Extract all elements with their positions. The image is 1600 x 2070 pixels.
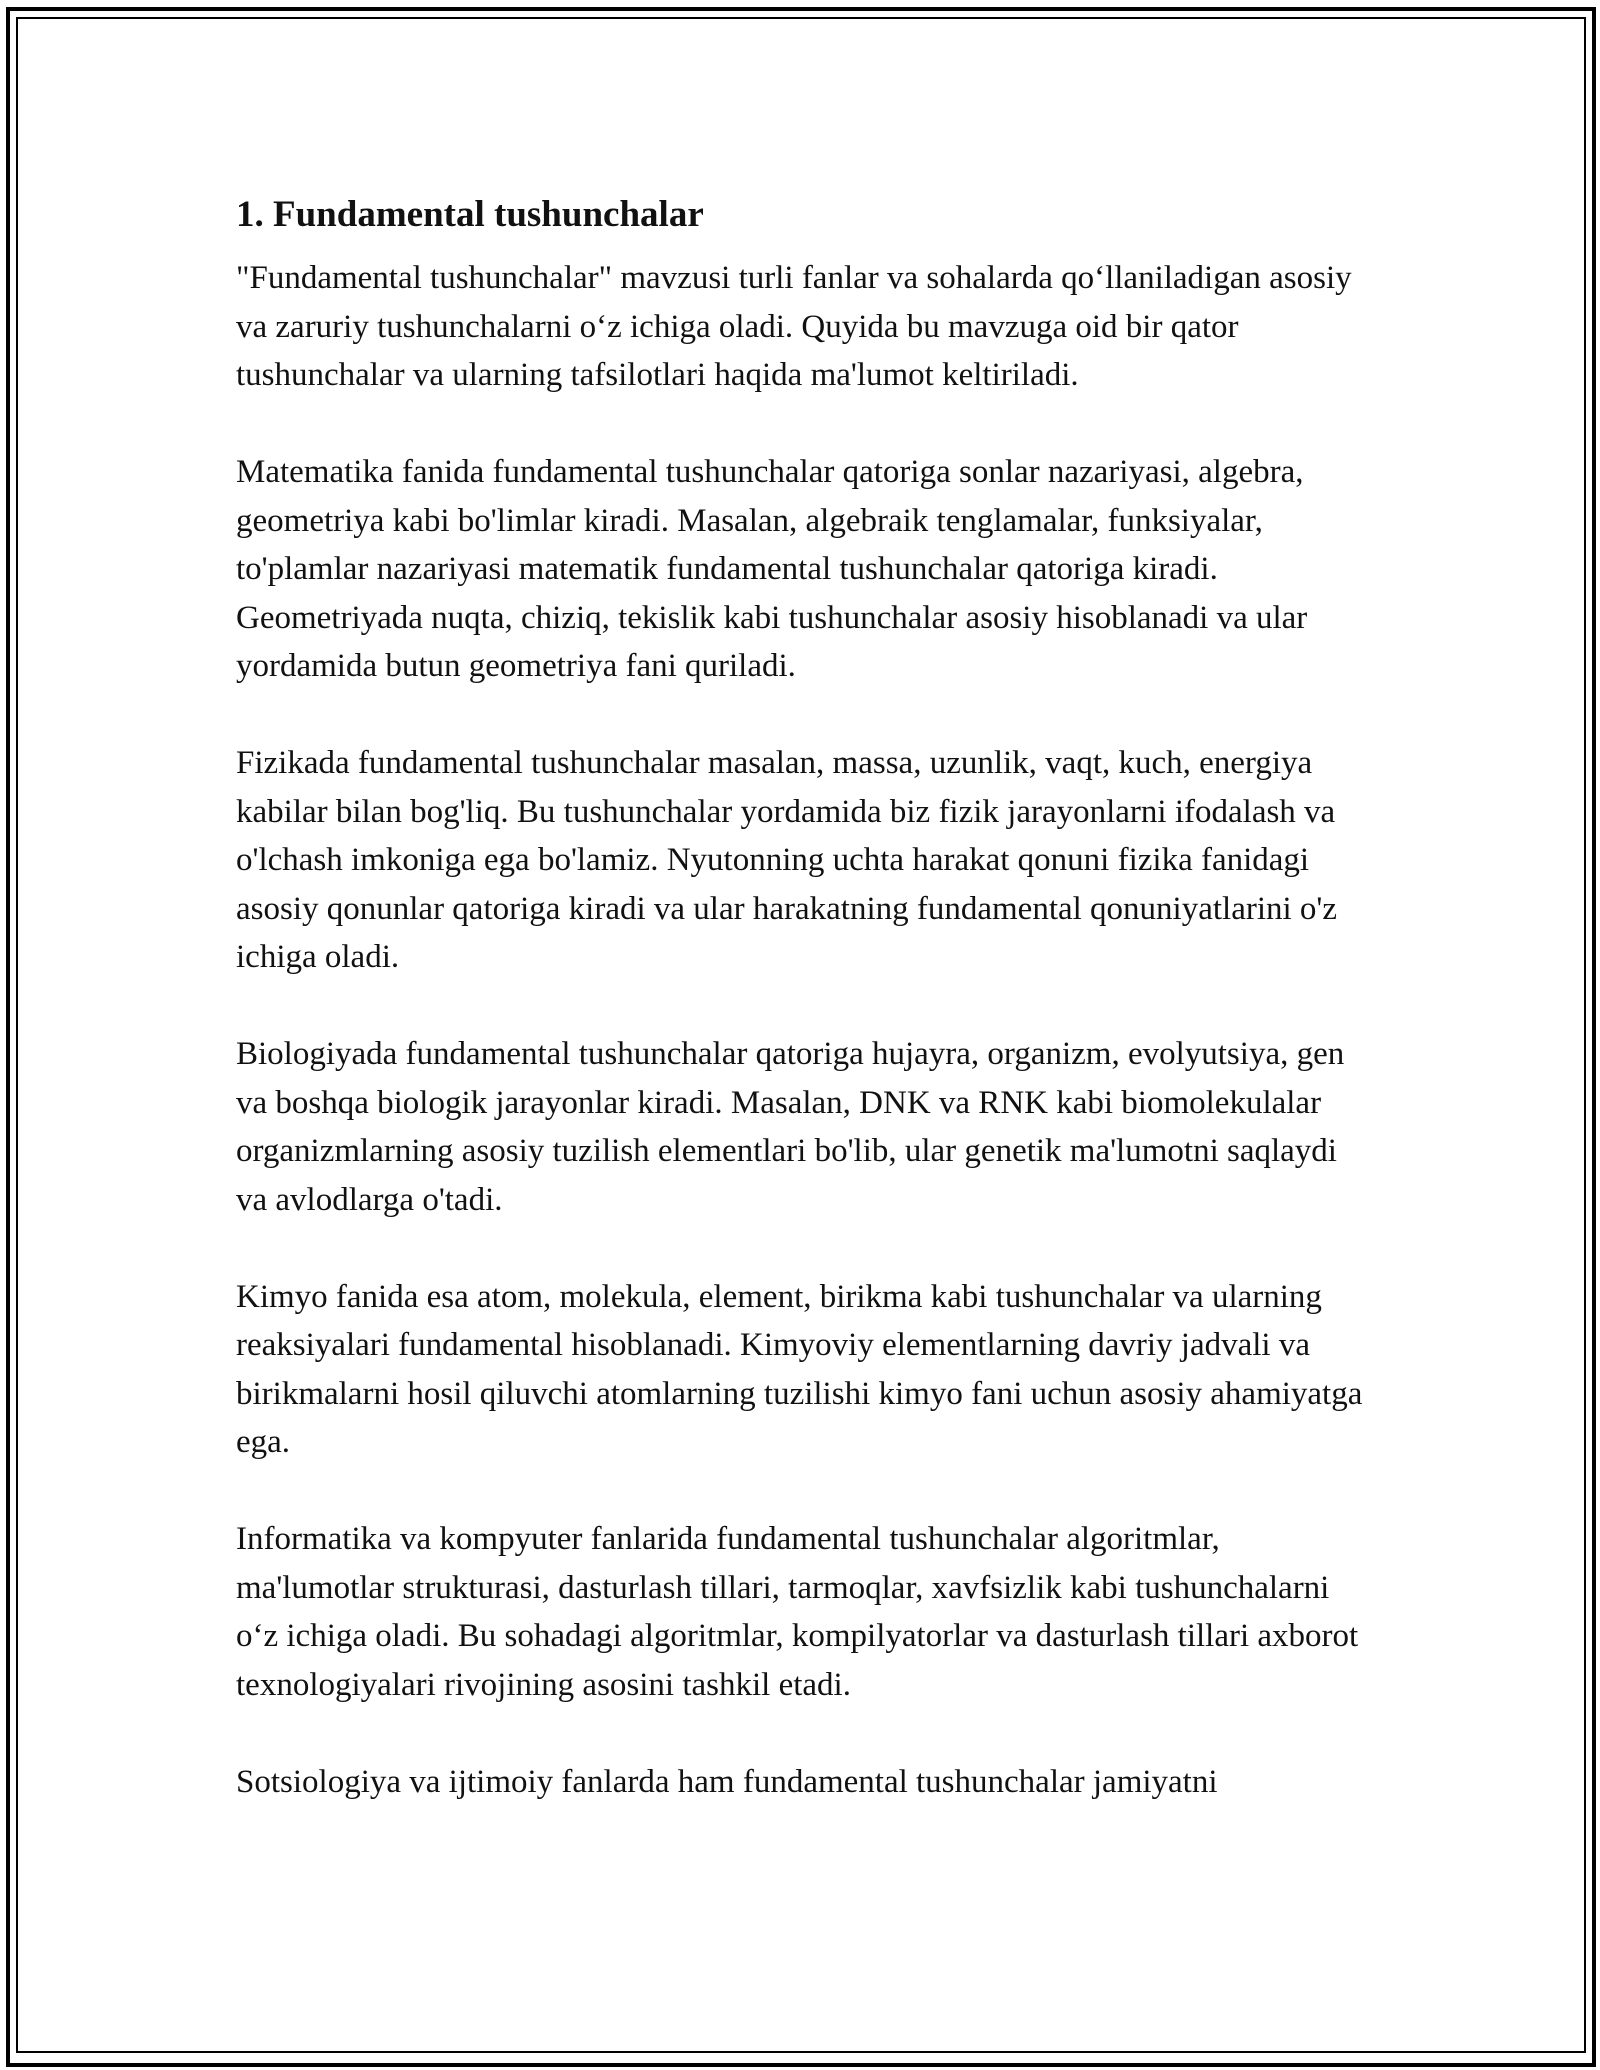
- paragraph-intro: "Fundamental tushunchalar" mavzusi turli fanlar va sohalarda qo‘llaniladigan asosiy va zaruriy tushunchalarni o‘z ichiga oladi. Quyida bu mavzuga oid bir qator tushunchalar va ularning tafsilotlari haqida ma'lumot keltiriladi.: [236, 260, 1352, 393]
- paragraph-physics: Fizikada fundamental tushunchalar masalan, massa, uzunlik, vaqt, kuch, energiya kabilar bilan bog'liq. Bu tushunchalar yordamida biz fizik jarayonlarni ifodalash va o'lchash imkoniga ega bo'lamiz. Nyutonning uchta harakat qonuni fizika fanidagi asosiy qonunlar qatoriga kiradi va ular harakatning fundamental qonuniyatlarini o'z ichiga oladi.: [236, 745, 1338, 975]
- paragraph-mathematics: Matematika fanida fundamental tushunchalar qatoriga sonlar nazariyasi, algebra, geometriya kabi bo'limlar kiradi. Masalan, algebraik tenglamalar, funksiyalar, to'plamlar nazariyasi matematik fundamental tushunchalar qatoriga kiradi. Geometriyada nuqta, chiziq, tekislik kabi tushunchalar asosiy hisoblanadi va ular yordamida butun geometriya fani quriladi.: [236, 454, 1308, 684]
- paragraph-biology: Biologiyada fundamental tushunchalar qatoriga hujayra, organizm, evolyutsiya, gen va boshqa biologik jarayonlar kiradi. Masalan, DNK va RNK kabi biomolekulalar organizmlarning asosiy tuzilish elementlari bo'lib, ular genetik ma'lumotni saqlaydi va avlodlarga o'tadi.: [236, 1036, 1345, 1218]
- paragraph-informatics: Informatika va kompyuter fanlarida fundamental tushunchalar algoritmlar, ma'lumotlar strukturasi, dasturlash tillari, tarmoqlar, xavfsizlik kabi tushunchalarni o‘z ichiga oladi. Bu sohadagi algoritmlar, kompilyatorlar va dasturlash tillari axborot texnologiyalari rivojining asosini tashkil etadi.: [236, 1521, 1359, 1703]
- section-heading: 1. Fundamental tushunchalar: [236, 194, 704, 235]
- paragraph-sociology: Sotsiologiya va ijtimoiy fanlarda ham fundamental tushunchalar jamiyatni: [236, 1763, 1218, 1800]
- paragraph-chemistry: Kimyo fanida esa atom, molekula, element, birikma kabi tushunchalar va ularning reaksiyalari fundamental hisoblanadi. Kimyoviy elementlarning davriy jadvali va birikmalarni hosil qiluvchi atomlarning tuzilishi kimyo fani uchun asosiy ahamiyatga ega.: [236, 1278, 1363, 1460]
- document-body: [236, 190, 1376, 1855]
